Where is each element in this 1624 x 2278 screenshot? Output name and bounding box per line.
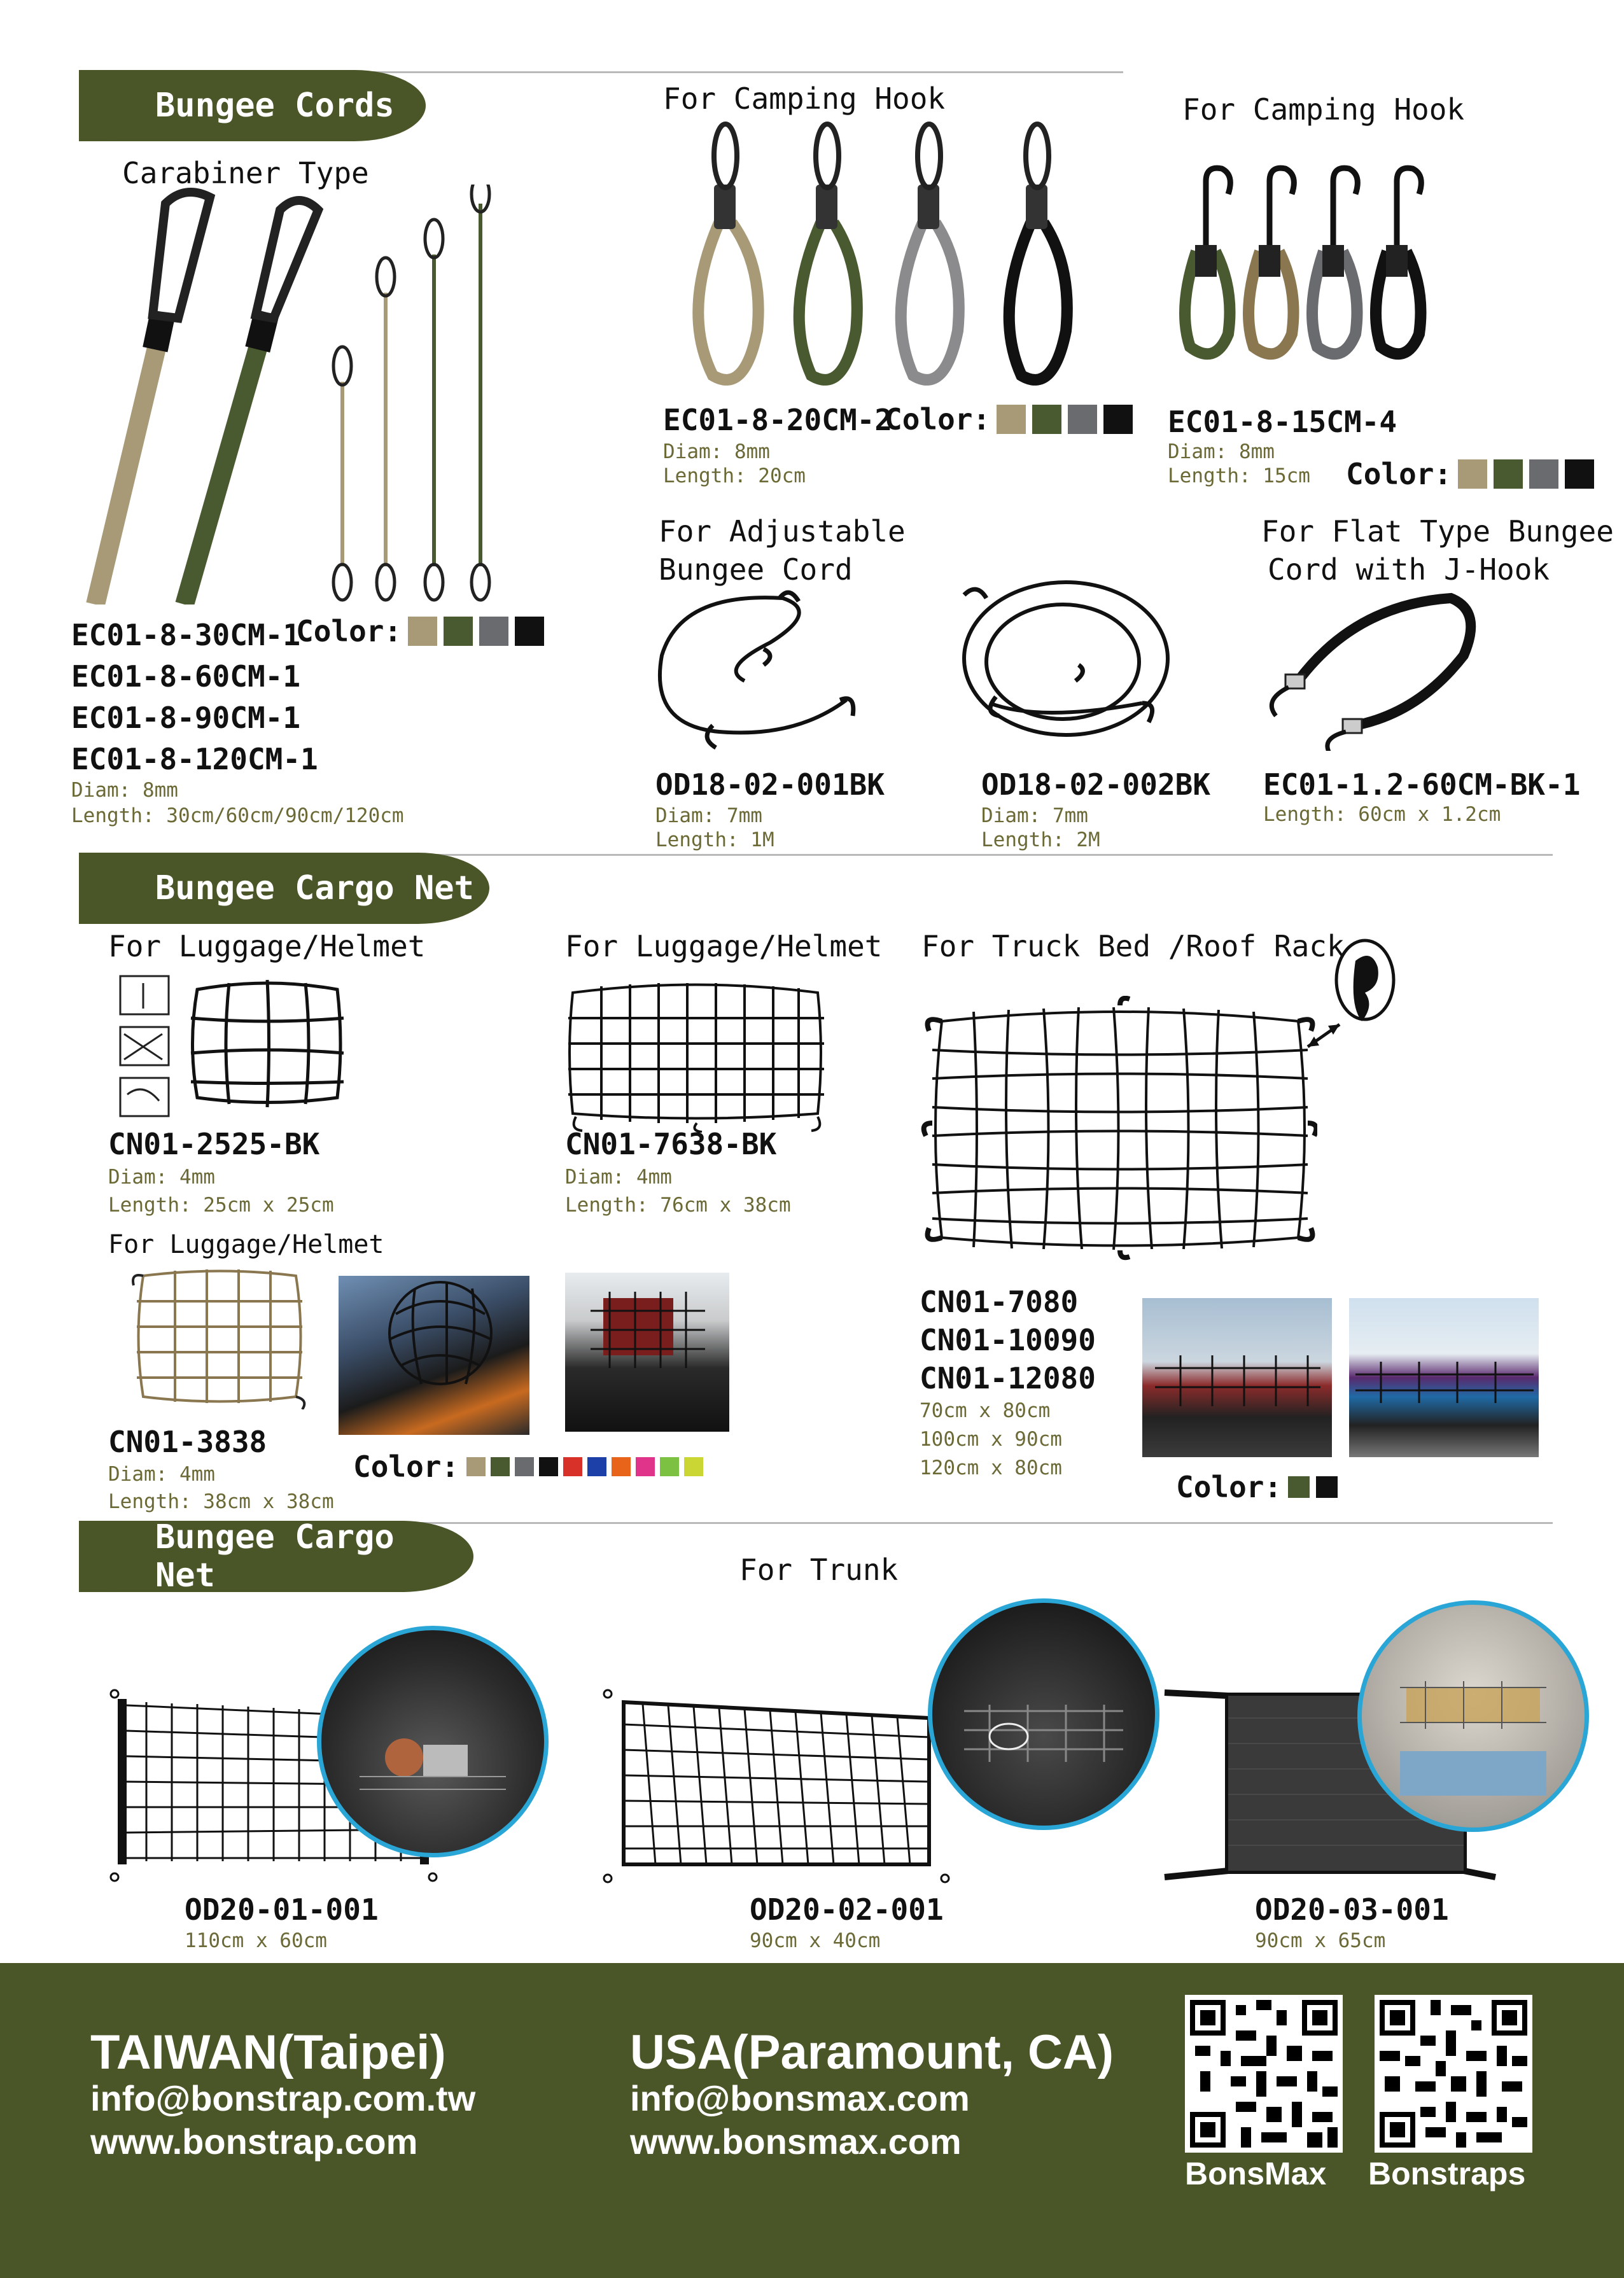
carabiner-model-2: EC01-8-60CM-1 <box>71 659 301 694</box>
camping-hook-2-heading: For Camping Hook <box>1182 92 1465 127</box>
trunk-size-2: 90cm x 40cm <box>750 1929 881 1952</box>
carabiner-color-row <box>296 614 544 648</box>
adjustable-cord-1-image <box>643 585 885 764</box>
swatch-tan <box>408 617 437 646</box>
footer <box>0 1963 1624 2278</box>
camping-hook-1-diam: Diam: 8mm <box>663 440 770 463</box>
camping-hook-2-model: EC01-8-15CM-4 <box>1168 405 1397 439</box>
net-c-image <box>127 1263 312 1409</box>
net-truck-model-3: CN01-12080 <box>920 1361 1096 1395</box>
swatch-olive <box>444 617 473 646</box>
carabiner-diam: Diam: 8mm <box>71 779 178 802</box>
carabiner-model-3: EC01-8-90CM-1 <box>71 701 301 735</box>
flat-cord-image <box>1260 585 1489 751</box>
adjustable-model-1: OD18-02-001BK <box>655 767 885 802</box>
swatch-black <box>1316 1476 1338 1498</box>
trunk-size-1: 110cm x 60cm <box>185 1929 327 1952</box>
swatch-blue <box>587 1457 606 1476</box>
taiwan-email[interactable]: info@bonstrap.com.tw <box>90 2078 476 2118</box>
net-a-diam: Diam: 4mm <box>108 1166 215 1189</box>
camping-hook-2-image <box>1165 162 1445 366</box>
cord-olive <box>185 337 261 604</box>
swatch-black <box>1565 459 1594 489</box>
camping-hook-2-length: Length: 15cm <box>1168 465 1310 487</box>
swatch-lime <box>684 1457 703 1476</box>
trunk-net-2-image <box>598 1680 955 1890</box>
taiwan-title: TAIWAN(Taipei) <box>90 2025 446 2079</box>
swatch-orange <box>612 1457 631 1476</box>
camping-hook-1-image <box>675 121 1107 388</box>
net-c-model: CN01-3838 <box>108 1425 267 1459</box>
roof-rack-photo-2 <box>1349 1298 1539 1457</box>
net-b-model: CN01-7638-BK <box>565 1127 777 1161</box>
net-a-length: Length: 25cm x 25cm <box>108 1194 334 1217</box>
net-truck-size-2: 100cm x 90cm <box>920 1428 1062 1451</box>
adjustable-diam-2: Diam: 7mm <box>981 804 1088 827</box>
adjustable-length-2: Length: 2M <box>981 828 1100 851</box>
net-truck-size-1: 70cm x 80cm <box>920 1399 1051 1422</box>
net-truck-size-3: 120cm x 80cm <box>920 1457 1062 1479</box>
flat-heading-line-2: Cord with J-Hook <box>1268 552 1550 587</box>
camping-hook-1-heading: For Camping Hook <box>663 81 946 116</box>
net-b-image <box>563 977 830 1133</box>
net-truck-model-2: CN01-10090 <box>920 1323 1096 1357</box>
section-tab-cargo-net-trunk <box>79 1518 473 1595</box>
swatch-black <box>1103 405 1133 434</box>
carabiner-length: Length: 30cm/60cm/90cm/120cm <box>71 804 404 827</box>
swatch-gray <box>515 1457 534 1476</box>
trunk-photo-2 <box>928 1598 1159 1830</box>
carabiner-cords-image <box>83 185 515 604</box>
swatch-green <box>660 1457 679 1476</box>
net-a-image <box>185 977 350 1110</box>
net-c-diam: Diam: 4mm <box>108 1463 215 1486</box>
adjustable-cord-2-image <box>951 576 1180 773</box>
swatch-tan <box>1458 459 1487 489</box>
camping-hook-1-model: EC01-8-20CM-2 <box>663 403 893 437</box>
camping-hook-2-diam: Diam: 8mm <box>1168 440 1275 463</box>
carabiner-large-1 <box>153 192 210 318</box>
net-c-bike-photo <box>565 1273 729 1432</box>
color-label: Color: <box>1346 457 1452 491</box>
swatch-gray <box>1068 405 1097 434</box>
trunk-model-3: OD20-03-001 <box>1255 1892 1449 1927</box>
net-a-heading: For Luggage/Helmet <box>108 929 426 963</box>
camping-hook-1-color-row <box>885 402 1133 437</box>
color-label: Color: <box>353 1450 459 1484</box>
swatch-olive <box>491 1457 510 1476</box>
color-label: Color: <box>1176 1470 1282 1504</box>
color-label: Color: <box>296 614 402 648</box>
net-a-detail-icons <box>118 974 175 1126</box>
swatch-tan <box>466 1457 486 1476</box>
net-a-model: CN01-2525-BK <box>108 1127 320 1161</box>
camping-hook-2-color-row <box>1346 457 1594 491</box>
net-b-length: Length: 76cm x 38cm <box>565 1194 791 1217</box>
net-b-diam: Diam: 4mm <box>565 1166 672 1189</box>
qr-label-bonstraps: Bonstraps <box>1368 2156 1526 2191</box>
qr-code-bonsmax[interactable] <box>1185 1995 1343 2153</box>
usa-website[interactable]: www.bonsmax.com <box>630 2121 962 2162</box>
swatch-tan <box>997 405 1026 434</box>
trunk-photo-3 <box>1357 1600 1589 1832</box>
net-c-color-row <box>353 1450 703 1484</box>
carabiner-large-2 <box>256 200 318 318</box>
camping-hook-1-length: Length: 20cm <box>663 465 806 487</box>
swatch-pink <box>636 1457 655 1476</box>
swatch-black <box>539 1457 558 1476</box>
swatch-olive <box>1032 405 1061 434</box>
net-truck-model-1: CN01-7080 <box>920 1285 1079 1319</box>
flat-heading-line-1: For Flat Type Bungee <box>1261 514 1614 549</box>
net-truck-image <box>916 996 1317 1263</box>
swatch-olive <box>1288 1476 1310 1498</box>
carabiner-model-1: EC01-8-30CM-1 <box>71 618 301 652</box>
roof-rack-photo-1 <box>1142 1298 1332 1457</box>
swatch-gray <box>479 617 508 646</box>
usa-email[interactable]: info@bonsmax.com <box>630 2078 970 2118</box>
trunk-photo-1 <box>317 1626 549 1857</box>
cord-tan <box>95 337 159 604</box>
usa-title: USA(Paramount, CA) <box>630 2025 1114 2079</box>
swatch-gray <box>1529 459 1558 489</box>
adjustable-heading-line-2: Bungee Cord <box>659 552 853 587</box>
taiwan-website[interactable]: www.bonstrap.com <box>90 2121 418 2162</box>
color-label: Color: <box>885 402 991 437</box>
adjustable-model-2: OD18-02-002BK <box>981 767 1211 802</box>
trunk-model-2: OD20-02-001 <box>750 1892 944 1927</box>
qr-label-bonsmax: BonsMax <box>1185 2156 1327 2191</box>
net-truck-heading: For Truck Bed /Roof Rack <box>921 929 1345 963</box>
trunk-heading: For Trunk <box>739 1553 899 1587</box>
net-c-length: Length: 38cm x 38cm <box>108 1490 334 1513</box>
section-title: Bungee Cords <box>155 87 395 125</box>
net-b-heading: For Luggage/Helmet <box>565 929 883 963</box>
section-tab-cargo-net <box>79 853 489 924</box>
adjustable-heading-line-1: For Adjustable <box>659 514 906 549</box>
adjustable-length-1: Length: 1M <box>655 828 774 851</box>
swatch-olive <box>1494 459 1523 489</box>
section-title: Bungee Cargo Net <box>155 869 474 907</box>
carabiner-model-4: EC01-8-120CM-1 <box>71 742 318 776</box>
section-tab-bungee-cords <box>79 70 426 141</box>
flat-length: Length: 60cm x 1.2cm <box>1263 803 1501 826</box>
flat-model: EC01-1.2-60CM-BK-1 <box>1263 767 1581 802</box>
trunk-size-3: 90cm x 65cm <box>1255 1929 1386 1952</box>
adjustable-diam-1: Diam: 7mm <box>655 804 762 827</box>
net-c-heading: For Luggage/Helmet <box>108 1230 384 1259</box>
net-c-helmet-photo <box>339 1276 529 1435</box>
carabiner-heading: Carabiner Type <box>122 156 369 190</box>
trunk-model-1: OD20-01-001 <box>185 1892 379 1927</box>
section-title: Bungee Cargo Net <box>155 1518 395 1595</box>
swatch-red <box>563 1457 582 1476</box>
swatch-black <box>515 617 544 646</box>
qr-code-bonstraps[interactable] <box>1375 1995 1532 2153</box>
net-truck-color-row <box>1176 1470 1338 1504</box>
